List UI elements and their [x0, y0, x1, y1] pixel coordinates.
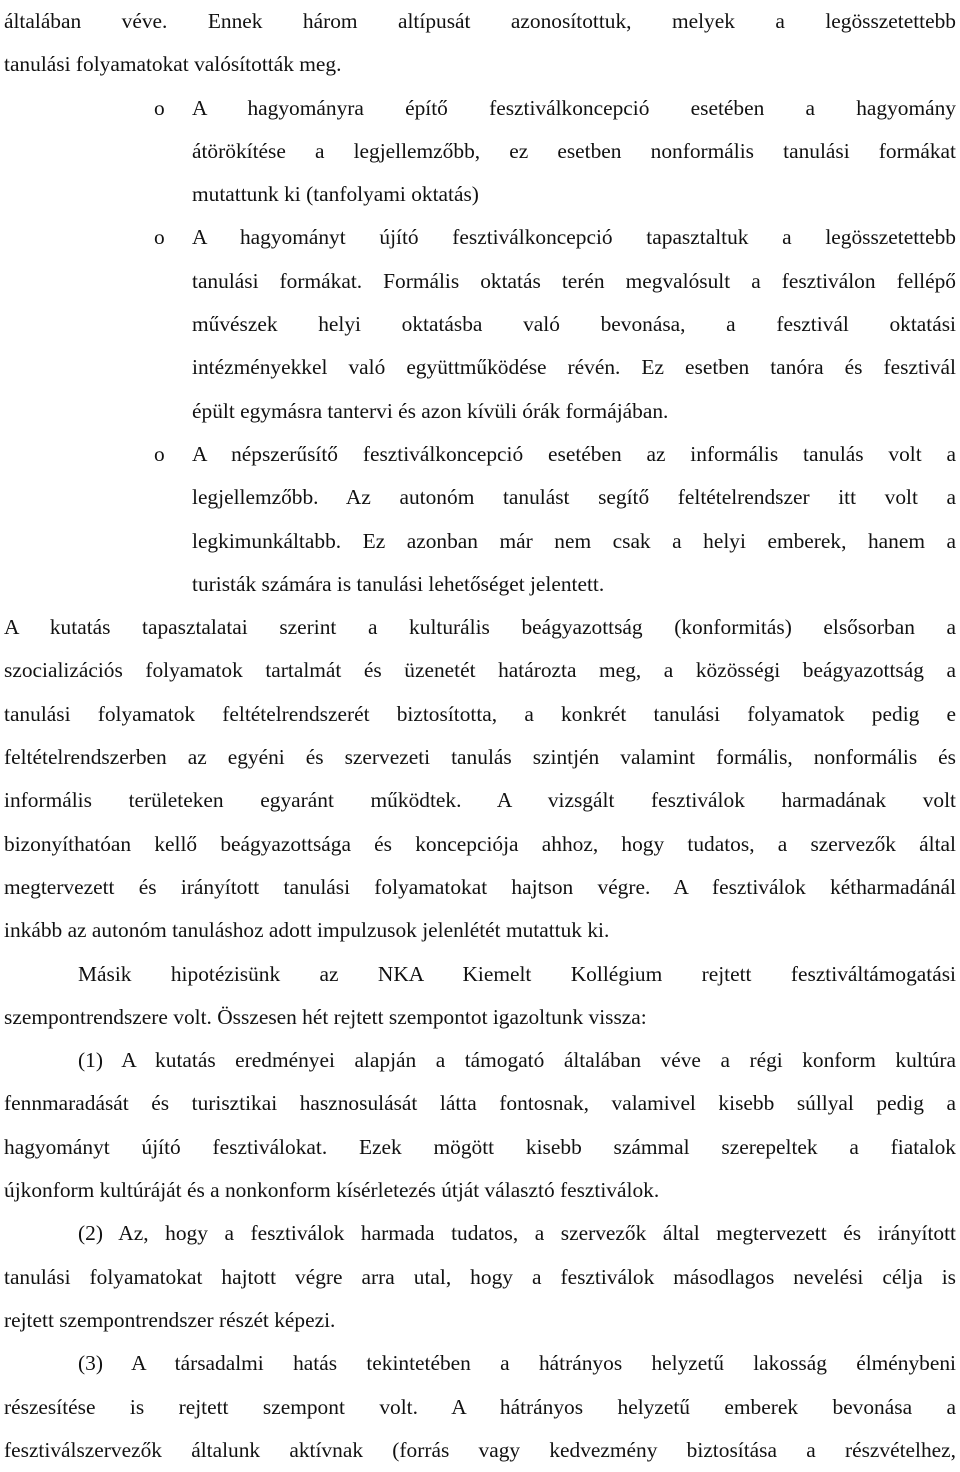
list-item	[4, 87, 956, 130]
list-item-text: A hagyományra építő fesztiválkoncepció esetében a hagyomány	[192, 95, 956, 120]
list-bullet: o	[154, 225, 165, 250]
text-line: általában véve. Ennek három altípusát azonosítottuk, melyek a legösszetettebb	[4, 9, 956, 33]
text-line: A kutatás tapasztalatai szerint a kulturális beágyazottság (konformitás) elsősorban a	[4, 615, 956, 640]
text-line: újkonform kultúráját és a nonkonform kísérletezés útját választó fesztiválok.	[4, 1178, 660, 1203]
text-line: informális területeken egyaránt működtek. A vizsgált fesztiválok harmadának volt	[4, 788, 956, 813]
text-line: tanulási folyamatokat hajtott végre arra utal, hogy a fesztiválok másodlagos nevelési célja is	[4, 1264, 956, 1289]
document-page	[4, 0, 956, 1472]
list-bullet: o	[154, 95, 165, 120]
list-item	[4, 433, 956, 476]
list-bullet: o	[154, 441, 165, 466]
text-line: szempontrendszere volt. Összesen hét rejtett szempontot igazoltunk vissza:	[4, 1004, 647, 1029]
text-line: tanulási folyamatokat valósították meg.	[4, 52, 342, 77]
text-line: rejtett szempontrendszer részét képezi.	[4, 1307, 336, 1332]
list-item-text: átörökítése a legjellemzőbb, ez esetben nonformális tanulási formákat	[192, 138, 956, 163]
list-item-text: mutattunk ki (tanfolyami oktatás)	[192, 182, 479, 207]
text-line: (3) A társadalmi hatás tekintetében a hátrányos helyzetű lakosság élménybeni	[78, 1351, 956, 1376]
text-line: fesztiválszervezők általunk aktívnak (forrás vagy kedvezmény biztosítása a részvételhez,	[4, 1437, 956, 1462]
list-item-text: művészek helyi oktatásba való bevonása, a fesztivál oktatási	[192, 312, 956, 337]
text-line: inkább az autonóm tanuláshoz adott impulzusok jelenlétét mutattuk ki.	[4, 918, 610, 943]
text-line: (2) Az, hogy a fesztiválok harmada tudatos, a szervezők által megtervezett és irányított	[78, 1221, 956, 1246]
text-line: (1) A kutatás eredményei alapján a támogató általában véve a régi konform kultúra	[78, 1048, 956, 1073]
text-line: feltételrendszerben az egyéni és szervezeti tanulás szintjén valamint formális, nonformális és	[4, 745, 956, 770]
list-item	[4, 216, 956, 259]
list-item-text: tanulási formákat. Formális oktatás terén megvalósult a fesztiválon fellépő	[192, 268, 956, 293]
text-line: tanulási folyamatok feltételrendszerét biztosította, a konkrét tanulási folyamatok pedig e	[4, 701, 956, 726]
list-item-text: turisták számára is tanulási lehetőséget jelentett.	[192, 571, 605, 596]
list-item-text: legjellemzőbb. Az autonóm tanulást segítő feltételrendszer itt volt a	[192, 485, 956, 510]
list-item-text: A népszerűsítő fesztiválkoncepció esetében az informális tanulás volt a	[192, 441, 956, 466]
list-item-text: épült egymásra tantervi és azon kívüli órák formájában.	[192, 398, 669, 423]
text-line: részesítése is rejtett szempont volt. A hátrányos helyzetű emberek bevonása a	[4, 1394, 956, 1419]
list-item-text: legkimunkáltabb. Ez azonban már nem csak a helyi emberek, hanem a	[192, 528, 956, 553]
text-line: bizonyíthatóan kellő beágyazottsága és koncepciója ahhoz, hogy tudatos, a szervezők által	[4, 831, 956, 856]
list-item-text: intézményekkel való együttműködése révén. Ez esetben tanóra és fesztivál	[192, 355, 956, 380]
text-line: Másik hipotézisünk az NKA Kiemelt Kollégium rejtett fesztiváltámogatási	[78, 961, 956, 986]
text-line: megtervezett és irányított tanulási folyamatokat hajtson végre. A fesztiválok kétharmadánál	[4, 874, 956, 899]
text-line: fennmaradását és turisztikai hasznosulását látta fontosnak, valamivel kisebb súllyal pedig a	[4, 1091, 956, 1116]
text-line: hagyományt újító fesztiválokat. Ezek mögött kisebb számmal szerepeltek a fiatalok	[4, 1134, 956, 1159]
list-item-text: A hagyományt újító fesztiválkoncepció tapasztaltuk a legösszetettebb	[192, 225, 956, 250]
text-line: szocializációs folyamatok tartalmát és üzenetét határozta meg, a közösségi beágyazottság a	[4, 658, 956, 683]
